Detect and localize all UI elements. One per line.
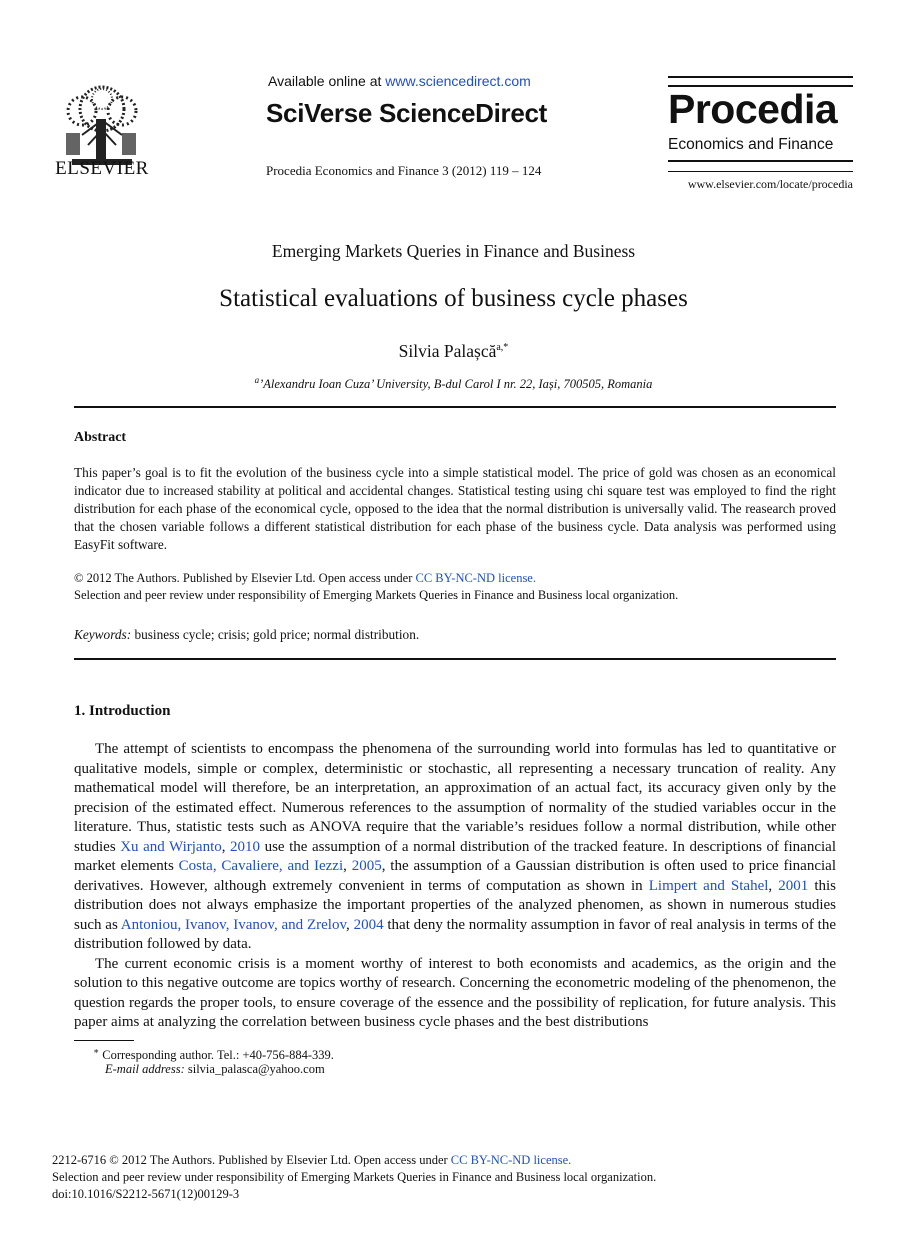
footer-copyright	[52, 1153, 571, 1168]
affiliation-text: ’Alexandru Ioan Cuza’ University, B-dul Carol I nr. 22, Iași, 700505, Romania	[259, 377, 653, 392]
citation-year-link[interactable]: 2005	[351, 858, 382, 874]
divider-bottom	[74, 658, 836, 660]
keywords-label: Keywords:	[74, 627, 132, 642]
text-run: , the assumption of a Gaussian distribution is often used to price financial derivatives. However, although extremely convenient in terms of computation as shown in	[74, 858, 836, 894]
journal-reference: Procedia Economics and Finance 3 (2012) 119 – 124	[266, 163, 542, 178]
email-label: E-mail address:	[105, 1062, 185, 1076]
available-online	[268, 73, 531, 89]
footnote-text: Corresponding author. Tel.: +40-756-884-339.	[99, 1048, 334, 1063]
footnote-mark: ∗	[93, 1046, 100, 1056]
citation-year-link[interactable]: 2004	[353, 916, 384, 933]
footnote-corresponding	[93, 1046, 334, 1063]
platform-name: SciVerse ScienceDirect	[266, 98, 548, 128]
paragraph: The current economic crisis is a moment worthy of interest to both economists and academics, as the origin and the solution to this negative outcome are topics worthy of research. Concerning the econometric modeling of the phenomenon, the question regards the proper tools, to ensure coverage of the essence and the possibility of replication, for future analysis. This paper aims at analyzing the correlation between business cycle phases and the best distributions	[74, 955, 836, 1030]
journal-title: Procedia	[668, 86, 838, 132]
footnote-email	[105, 1062, 325, 1077]
abstract-heading: Abstract	[74, 430, 127, 445]
footer-peer-review: Selection and peer review under responsibility of Emerging Markets Queries in Finance and Business local organization.	[52, 1170, 657, 1184]
journal-logo-rule-bottom	[668, 171, 853, 172]
affiliation-line	[0, 375, 907, 392]
citation-link[interactable]: Limpert and Stahel	[648, 877, 769, 894]
paper-title: Statistical evaluations of business cycle phases	[219, 285, 688, 312]
peer-review-line: Selection and peer review under responsibility of Emerging Markets Queries in Finance and Business local organization.	[74, 588, 679, 602]
copyright-text: © 2012 The Authors. Published by Elsevier Ltd. Open access under	[74, 571, 416, 585]
license-link[interactable]: CC BY-NC-ND license.	[415, 571, 536, 585]
section-heading-introduction: 1. Introduction	[74, 703, 171, 719]
divider-top	[74, 406, 836, 408]
citation-year-link[interactable]: 2010	[230, 838, 261, 855]
copyright-line	[74, 571, 536, 586]
footer-license-link[interactable]: CC BY-NC-ND license.	[450, 1153, 572, 1167]
introduction-body	[74, 740, 836, 1033]
author-line	[0, 341, 907, 362]
citation-link[interactable]: Antoniou, Ivanov, Ivanov, and Zrelov	[120, 916, 346, 933]
paragraph	[74, 740, 836, 955]
citation-year-link[interactable]: 2001	[778, 877, 809, 894]
text-run: ,	[768, 877, 779, 894]
footnote-rule	[74, 1040, 134, 1041]
text-run: that deny the normality assumption in favor of real analysis in terms of the distribution followed by data.	[74, 916, 836, 952]
available-prefix: Available online at	[268, 73, 386, 89]
text-run: The attempt of scientists to encompass the phenomena of the surrounding world into formulas has led to quantitative or qualitative models, simple or complex, deterministic or stochastic, all representing a necessary truncation of reality. Any mathematical model will therefore, be an interpretation, an approximation of an actual fact, its accuracy given only by the precision of the estimated effect. Numerous references to the assumption of normality of the studied variables occur in the literature. Thus, statistic tests such as ANOVA require that the variable’s residues follow a normal distribution, while other studies	[74, 741, 836, 855]
footer-doi: doi:10.1016/S2212-5671(12)00129-3	[52, 1187, 240, 1201]
keywords-line	[74, 627, 419, 643]
text-run: ,	[343, 858, 352, 874]
sciencedirect-link[interactable]: www.sciencedirect.com	[385, 73, 531, 89]
journal-url-link[interactable]: www.elsevier.com/locate/procedia	[687, 177, 853, 191]
abstract-text: This paper’s goal is to fit the evolution of the business cycle into a simple statistical model. The price of gold was chosen as an economical indicator due to increased stability at political and accidental changes. Statistical testing using chi square test was employed to find the right distribution for each phase of the economical cycle, opposed to the idea that the normal distribution is universally valid. The reasearch proved that the chosen variable follows a different statistical distribution for each phase of the business cycle. Data analysis was performed using EasyFit software.	[74, 465, 836, 552]
citation-link[interactable]: Xu and Wirjanto	[120, 838, 222, 855]
journal-logo-rule-mid	[668, 160, 853, 162]
journal-subtitle: Economics and Finance	[668, 136, 834, 153]
author-name: Silvia Palașcă	[398, 341, 497, 361]
affiliation-mark: a	[254, 375, 260, 385]
publisher-wordmark: ELSEVIER	[55, 158, 149, 179]
author-marks: a,*	[496, 342, 509, 354]
conference-name: Emerging Markets Queries in Finance and Business	[271, 241, 636, 261]
email-address: silvia_palasca@yahoo.com	[184, 1062, 325, 1076]
text-run: use the assumption of a normal distribution of the tracked feature. In descriptions of financial market elements	[74, 838, 836, 874]
footer-copyright-text: 2212-6716 © 2012 The Authors. Published by Elsevier Ltd. Open access under	[52, 1153, 451, 1167]
citation-link[interactable]: Costa, Cavaliere, and Iezzi	[178, 858, 344, 874]
keywords-text: business cycle; crisis; gold price; normal distribution.	[131, 627, 420, 642]
text-run: ,	[346, 916, 354, 933]
text-run: ,	[221, 838, 231, 855]
text-run: this distribution does not always emphasize the important properties of the analyzed phenomen, as shown in numerous studies such as	[74, 877, 837, 933]
